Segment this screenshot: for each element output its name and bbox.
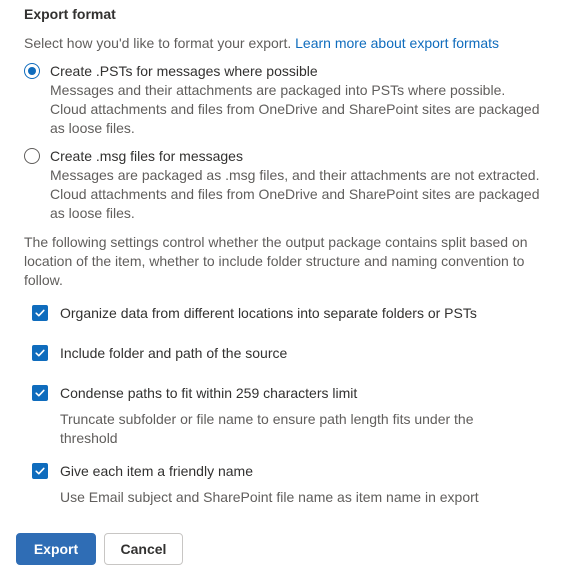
radio-label-msg: Create .msg files for messages bbox=[50, 148, 243, 164]
intro-text-row bbox=[24, 35, 499, 51]
setting-description-condense-paths: Truncate subfolder or file name to ensure path length fits under the threshold bbox=[60, 411, 474, 446]
checkbox-friendly-name[interactable] bbox=[32, 463, 48, 479]
radio-description-pst: Messages and their attachments are packaged into PSTs where possible. Cloud attachments and files from OneDrive and SharePoint sites are packaged as loose files. bbox=[50, 82, 540, 136]
settings-description: The following settings control whether the output package contains split based on location of the item, whether to include folder structure and naming convention to follow. bbox=[24, 234, 528, 288]
setting-label-friendly-name: Give each item a friendly name bbox=[60, 463, 253, 479]
radio-description-msg: Messages are packaged as .msg files, and their attachments are not extracted. Cloud attachments and files from OneDrive and SharePoint sites are packaged as loose files. bbox=[50, 167, 540, 221]
setting-condense-paths[interactable] bbox=[32, 384, 500, 448]
radio-button-msg[interactable] bbox=[24, 148, 40, 164]
checkbox-include-folder-path[interactable] bbox=[32, 345, 48, 361]
checkmark-icon bbox=[34, 465, 46, 477]
radio-button-pst[interactable] bbox=[24, 63, 40, 79]
setting-label-condense-paths: Condense paths to fit within 259 characters limit bbox=[60, 385, 358, 401]
intro-text: Select how you'd like to format your export. bbox=[24, 35, 292, 51]
section-title: Export format bbox=[24, 6, 116, 22]
setting-friendly-name[interactable] bbox=[32, 462, 500, 507]
learn-more-link[interactable]: Learn more about export formats bbox=[295, 35, 500, 51]
setting-label-include-folder-path: Include folder and path of the source bbox=[60, 345, 288, 361]
radio-option-msg[interactable] bbox=[24, 147, 540, 223]
setting-organize-data[interactable] bbox=[32, 304, 477, 323]
checkbox-organize-data[interactable] bbox=[32, 305, 48, 321]
checkbox-condense-paths[interactable] bbox=[32, 385, 48, 401]
radio-label-pst: Create .PSTs for messages where possible bbox=[50, 63, 318, 79]
export-button[interactable]: Export bbox=[16, 533, 96, 565]
setting-description-friendly-name: Use Email subject and SharePoint file name as item name in export bbox=[60, 489, 479, 505]
setting-label-organize-data: Organize data from different locations into separate folders or PSTs bbox=[60, 305, 477, 321]
radio-option-pst[interactable] bbox=[24, 62, 540, 138]
cancel-button[interactable]: Cancel bbox=[104, 533, 183, 565]
setting-include-folder-path[interactable] bbox=[32, 344, 287, 363]
checkmark-icon bbox=[34, 347, 46, 359]
checkmark-icon bbox=[34, 387, 46, 399]
checkmark-icon bbox=[34, 307, 46, 319]
